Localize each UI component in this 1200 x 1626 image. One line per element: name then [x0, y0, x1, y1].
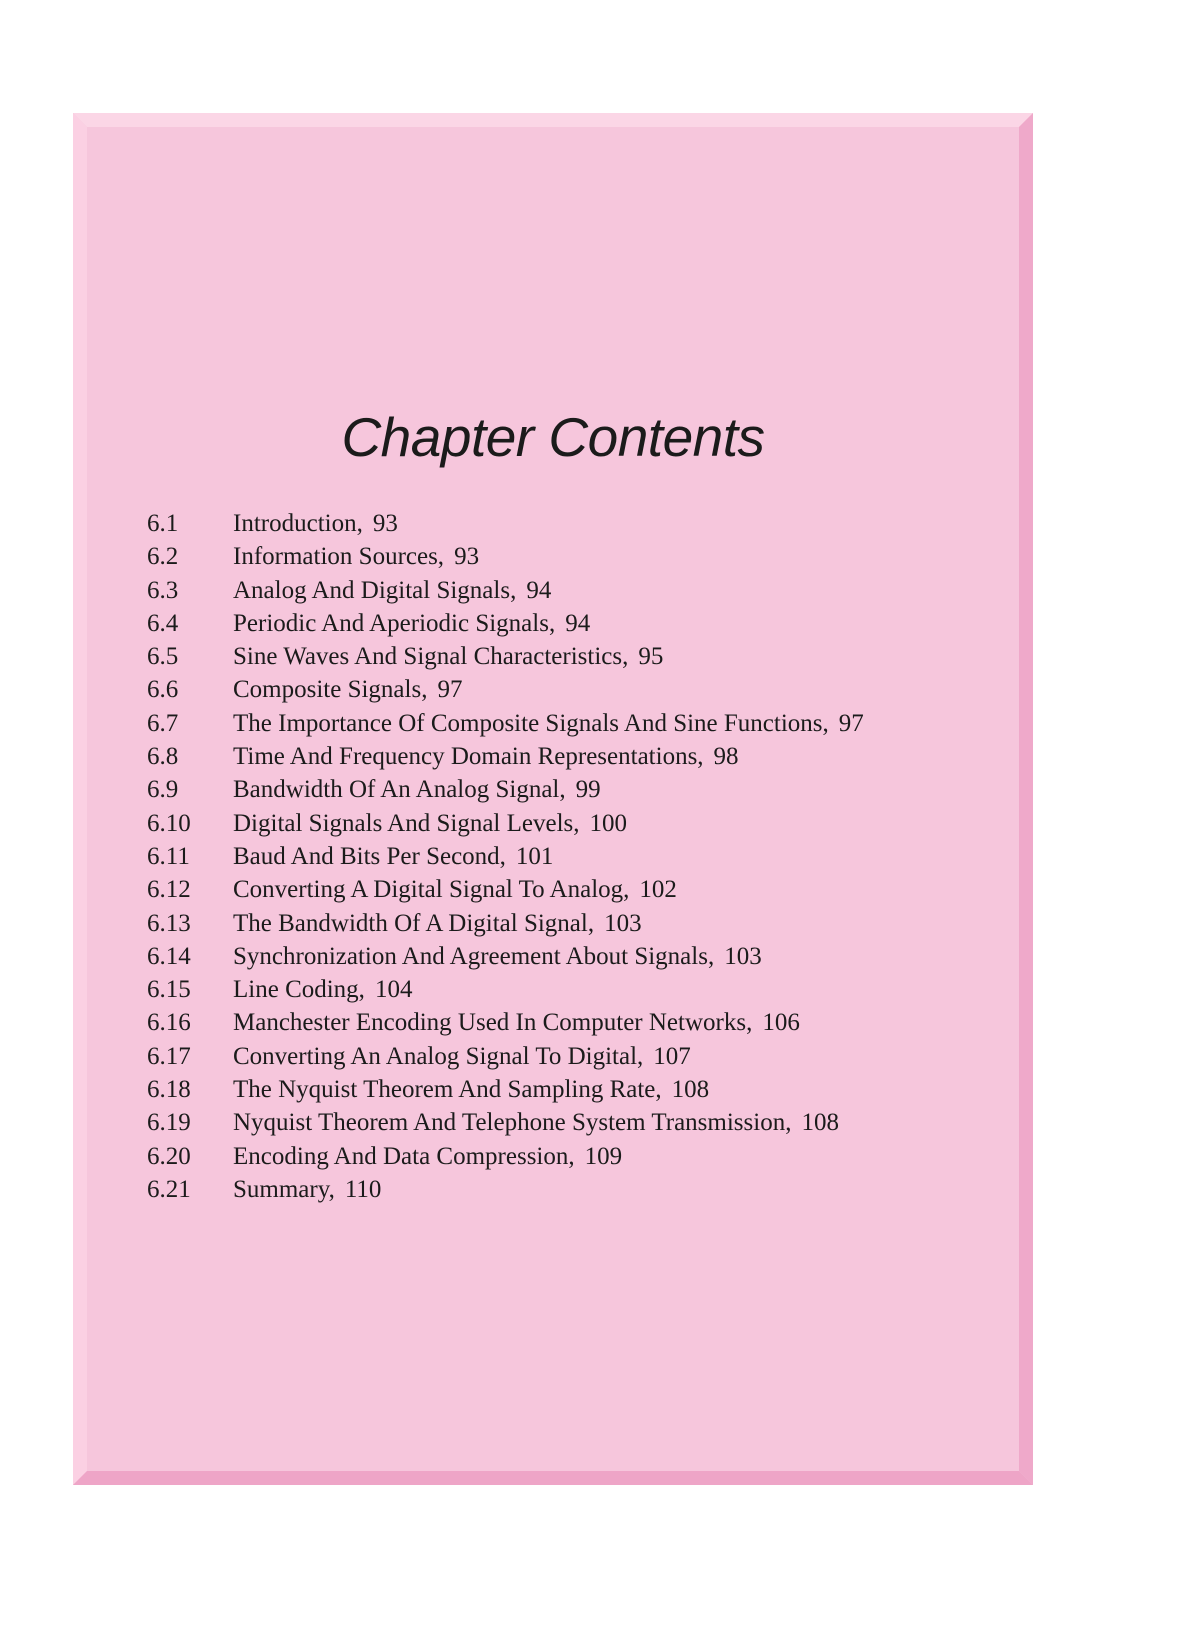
toc-entry: [147, 507, 864, 540]
toc-entry: [147, 1006, 864, 1039]
toc-section-number: 6.14: [147, 942, 191, 970]
toc-entry: [147, 1073, 864, 1106]
toc-section-number: 6.11: [147, 842, 190, 870]
toc-entry: [147, 574, 864, 607]
toc-section-number: 6.7: [147, 709, 179, 737]
toc-entry: [147, 973, 864, 1006]
toc-section-number: 6.5: [147, 643, 179, 671]
toc-entry: [147, 707, 864, 740]
toc-page-number: 103: [604, 909, 642, 937]
toc-page-number: 100: [589, 809, 628, 837]
toc-page-number: 110: [344, 1175, 382, 1203]
toc-page-number: 98: [713, 743, 739, 771]
panel-bevel-top: [73, 113, 1033, 127]
toc-section-title: Summary,: [233, 1175, 335, 1203]
toc-page-number: 93: [372, 510, 398, 537]
toc-page-number: 102: [639, 876, 677, 904]
toc-section-title: Analog And Digital Signals,: [233, 576, 517, 604]
toc-section-number: 6.18: [147, 1076, 191, 1104]
toc-section-title: Converting An Analog Signal To Digital,: [233, 1042, 644, 1070]
toc-entry: [147, 873, 864, 906]
toc-section-title: Information Sources,: [233, 543, 445, 571]
toc-entry: [147, 607, 864, 640]
toc-section-title: Sine Waves And Signal Characteristics,: [233, 643, 629, 671]
toc-section-title: Synchronization And Agreement About Signals,: [233, 942, 715, 970]
toc-section-title: Time And Frequency Domain Representations,: [233, 743, 704, 771]
toc-section-number: 6.21: [147, 1175, 191, 1203]
toc-page-number: 107: [653, 1042, 691, 1070]
toc-section-title: The Bandwidth Of A Digital Signal,: [233, 909, 595, 937]
toc-entry: [147, 540, 864, 573]
toc-section-number: 6.15: [147, 976, 191, 1004]
toc-section-number: 6.10: [147, 809, 191, 837]
toc-section-number: 6.1: [147, 510, 179, 537]
toc-section-title: Bandwidth Of An Analog Signal,: [233, 776, 566, 804]
toc-entry: [147, 907, 864, 940]
page-title: Chapter Contents: [341, 406, 765, 468]
panel-bevel-bottom: [73, 1471, 1033, 1485]
toc-section-number: 6.8: [147, 743, 179, 771]
toc-page-number: 97: [437, 676, 463, 704]
toc-section-title: Line Coding,: [233, 976, 365, 1004]
toc-page-number: 93: [454, 543, 480, 571]
toc-entry: [147, 840, 864, 873]
toc-page-number: 97: [838, 709, 864, 737]
toc-entry: [147, 1173, 864, 1206]
toc-entry: [147, 640, 864, 673]
toc-section-title: Composite Signals,: [233, 676, 428, 704]
toc-entry: [147, 1040, 864, 1073]
toc-section-number: 6.20: [147, 1142, 191, 1170]
toc-section-number: 6.12: [147, 876, 191, 904]
toc-section-number: 6.17: [147, 1042, 191, 1070]
toc-section-title: Digital Signals And Signal Levels,: [233, 809, 580, 837]
toc-page-number: 94: [526, 576, 552, 604]
toc-section-number: 6.19: [147, 1109, 191, 1137]
toc-section-title: Manchester Encoding Used In Computer Networks,: [233, 1009, 753, 1037]
toc-section-number: 6.9: [147, 776, 179, 804]
toc-page-number: 95: [638, 643, 664, 671]
toc-page-number: 99: [575, 776, 601, 804]
toc-section-number: 6.4: [147, 609, 179, 637]
toc-section-number: 6.13: [147, 909, 191, 937]
toc-section-number: 6.16: [147, 1009, 191, 1037]
toc-page-number: 104: [374, 976, 413, 1004]
panel-bevel-left: [73, 113, 87, 1485]
toc-section-title: Introduction,: [233, 510, 363, 537]
toc-entry: [147, 940, 864, 973]
toc-page-number: 109: [584, 1142, 623, 1170]
toc-section-title: Encoding And Data Compression,: [233, 1142, 575, 1170]
toc-page-number: 103: [724, 942, 762, 970]
toc-section-number: 6.2: [147, 543, 179, 571]
toc-section-title: Periodic And Aperiodic Signals,: [233, 609, 556, 637]
toc-entry: [147, 773, 864, 806]
toc-entry: [147, 740, 864, 773]
toc-section-title: Nyquist Theorem And Telephone System Transmission,: [233, 1109, 792, 1137]
table-of-contents: [147, 507, 864, 1206]
toc-entry: [147, 673, 864, 706]
toc-entry: [147, 1140, 864, 1173]
toc-section-number: 6.3: [147, 576, 179, 604]
panel-bevel-right: [1019, 113, 1033, 1485]
toc-page-number: 108: [671, 1076, 710, 1104]
toc-section-title: The Importance Of Composite Signals And Sine Functions,: [233, 709, 829, 737]
toc-page-number: 106: [762, 1009, 800, 1037]
chapter-contents-panel: [73, 113, 1033, 1485]
toc-section-title: Converting A Digital Signal To Analog,: [233, 876, 630, 904]
toc-entry: [147, 1106, 864, 1139]
toc-page-number: 101: [515, 842, 554, 870]
toc-section-title: Baud And Bits Per Second,: [233, 842, 506, 870]
toc-entry: [147, 807, 864, 840]
toc-page-number: 108: [801, 1109, 839, 1137]
toc-section-title: The Nyquist Theorem And Sampling Rate,: [233, 1076, 662, 1104]
toc-section-number: 6.6: [147, 676, 179, 704]
toc-page-number: 94: [565, 609, 591, 637]
